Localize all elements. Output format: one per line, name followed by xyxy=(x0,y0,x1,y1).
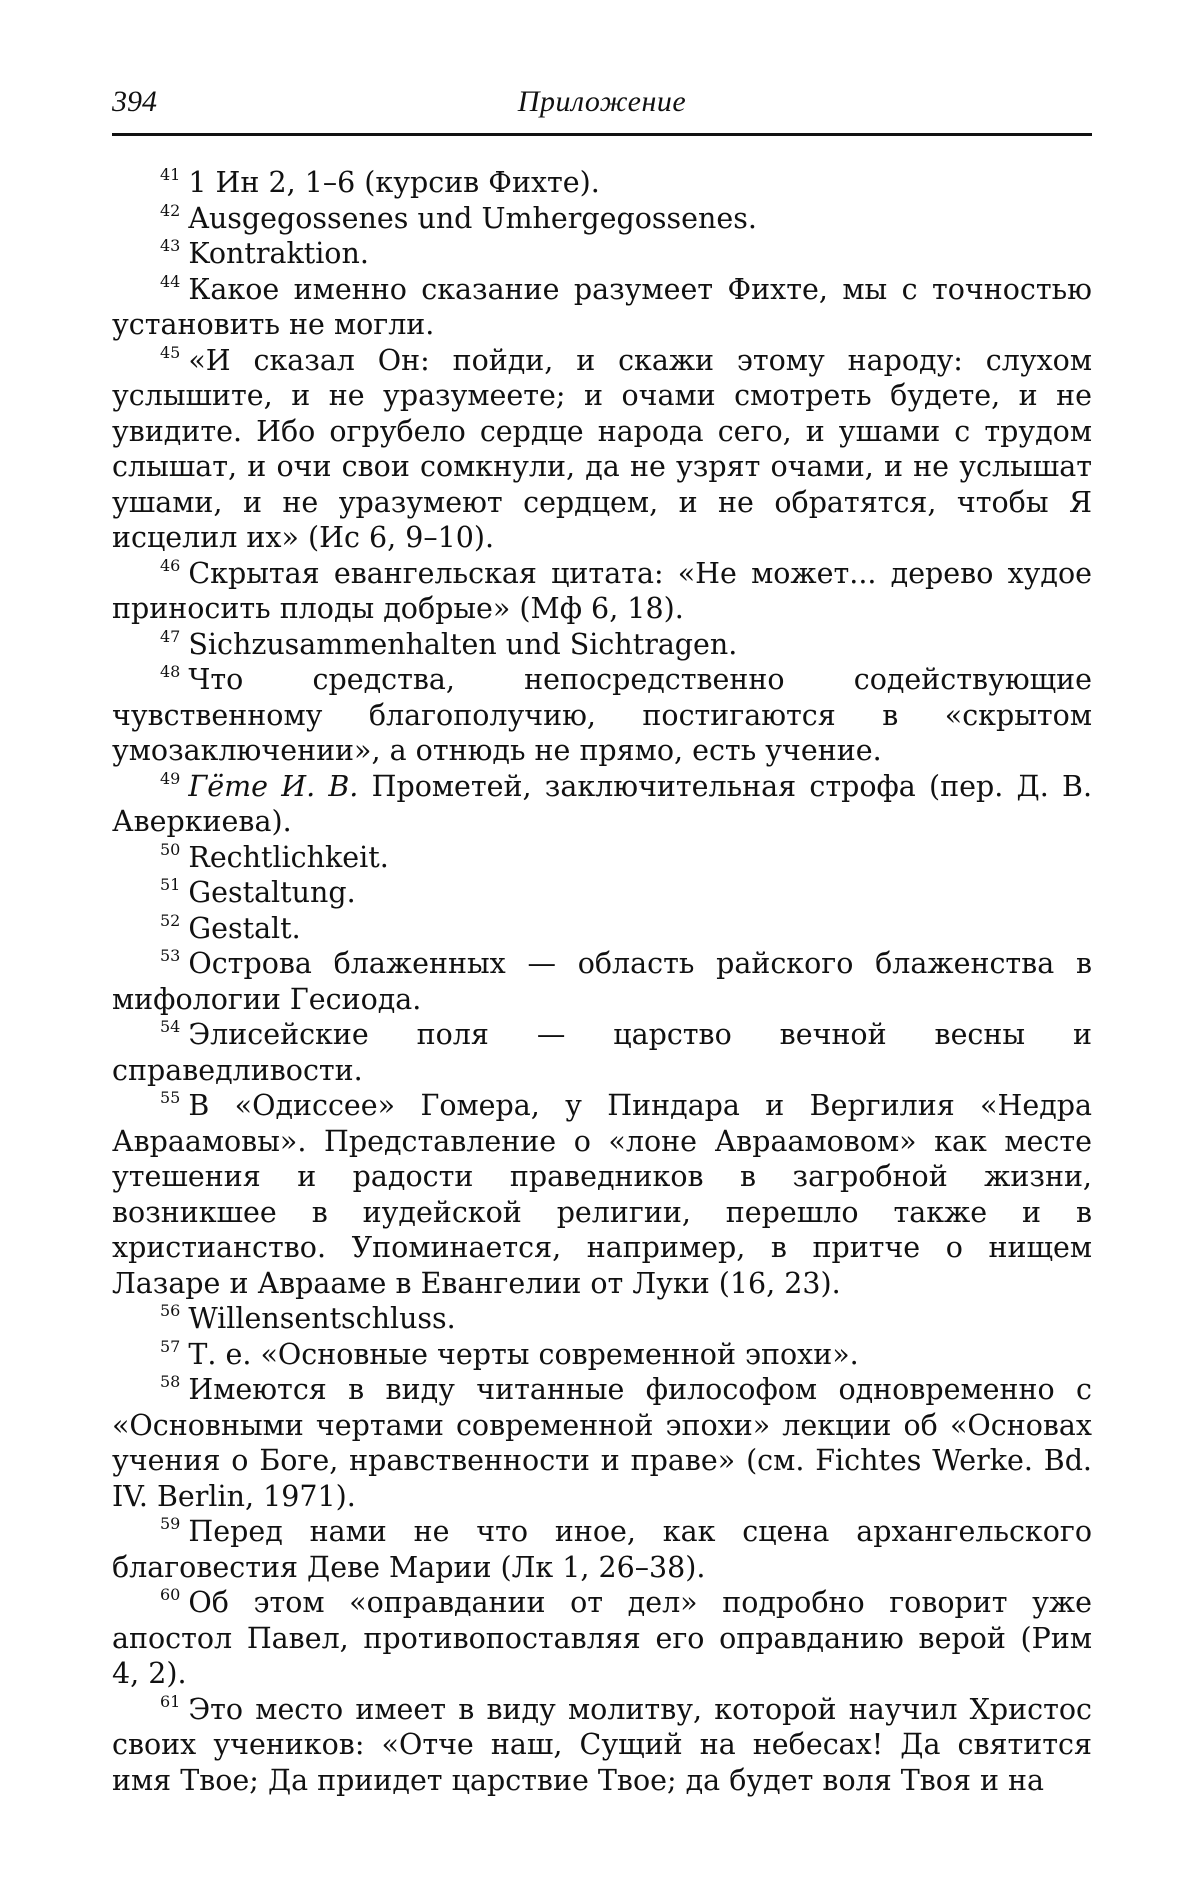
endnote-56 xyxy=(112,1301,1092,1337)
endnote-number: 46 xyxy=(160,555,181,575)
endnote-number: 55 xyxy=(160,1088,181,1107)
endnote-text: Имеются в виду читанные философом одновременно с «Основными чертами современной эпохи» лекции об «Основах учения о Боге, нравственности и праве» (см. Fichtes Werke. Bd. IV. Berlin, 1971). xyxy=(112,1373,1092,1513)
endnote-text: Какое именно сказание разумеет Фихте, мы с точностью установить не могли. xyxy=(112,272,1092,341)
endnote-58 xyxy=(112,1372,1092,1514)
endnote-number: 43 xyxy=(160,236,181,255)
endnote-53 xyxy=(112,946,1092,1017)
endnote-54 xyxy=(112,1017,1092,1088)
endnote-42 xyxy=(112,201,1092,237)
endnote-number: 54 xyxy=(160,1017,181,1036)
endnote-50 xyxy=(112,840,1092,876)
page-number: 394 xyxy=(112,85,157,118)
endnote-author: Гёте И. В. xyxy=(188,769,359,803)
endnote-number: 50 xyxy=(160,839,181,859)
endnote-text: Kontraktion. xyxy=(188,237,369,270)
endnote-57 xyxy=(112,1337,1092,1373)
endnote-55 xyxy=(112,1088,1092,1301)
endnote-46 xyxy=(112,556,1092,627)
endnote-45 xyxy=(112,343,1092,556)
endnote-number: 57 xyxy=(160,1336,181,1356)
endnote-59 xyxy=(112,1514,1092,1585)
endnote-number: 44 xyxy=(160,271,181,291)
endnote-47 xyxy=(112,627,1092,663)
endnote-41 xyxy=(112,165,1092,201)
header-rule xyxy=(112,133,1092,136)
endnote-number: 53 xyxy=(160,946,181,965)
endnote-text: «И сказал Он: пойди, и скажи этому народу: слухом услышите, и не уразумеете; и очами смотреть будете, и не увидите. Ибо огрубело сердце народа сего, и ушами с трудом слышат, и очи свои сомкнули, да не узрят очами, и не услышат ушами, и не уразумеют сердцем, и не обратятся, чтобы Я исцелил их» (Ис 6, 9–10). xyxy=(112,343,1092,554)
endnote-text: 1 Ин 2, 1–6 (курсив Фихте). xyxy=(188,166,600,199)
endnote-43 xyxy=(112,236,1092,272)
endnote-text: В «Одиссее» Гомера, у Пиндара и Вергилия «Недра Авраамовы». Представление о «лоне Авраамовом» как месте утешения и радости праведников в загробной жизни, возникшее в иудейской религии, перешло также и в христианство. Упоминается, например, в притче о нищем Лазаре и Аврааме в Евангелии от Луки (16, 23). xyxy=(112,1089,1092,1300)
page-header xyxy=(112,84,1092,128)
endnote-text: Перед нами не что иное, как сцена архангельского благовестия Деве Марии (Лк 1, 26–38). xyxy=(112,1515,1092,1584)
endnote-number: 48 xyxy=(160,662,181,681)
endnote-number: 51 xyxy=(160,875,181,894)
endnote-text: Willensentschluss. xyxy=(188,1302,456,1335)
endnote-text: Ausgegossenes und Umhergegossenes. xyxy=(188,201,757,235)
endnote-text: Т. е. «Основные черты современной эпохи». xyxy=(188,1337,859,1371)
endnote-48 xyxy=(112,662,1092,769)
endnote-44 xyxy=(112,272,1092,343)
endnote-number: 42 xyxy=(160,200,181,220)
endnote-number: 47 xyxy=(160,626,181,646)
endnote-text: Это место имеет в виду молитву, которой научил Христос своих учеников: «Отче наш, Сущий на небесах! Да святится имя Твое; Да приидет царствие Твое; да будет воля Твоя и на xyxy=(112,1692,1092,1797)
endnote-text: Gestaltung. xyxy=(188,876,356,909)
endnote-number: 52 xyxy=(160,910,181,930)
endnote-number: 61 xyxy=(160,1691,181,1711)
endnote-52 xyxy=(112,911,1092,947)
endnote-number: 56 xyxy=(160,1301,181,1320)
endnote-text: Скрытая евангельская цитата: «Не может... дерево худое приносить плоды добрые» (Мф 6, 18). xyxy=(112,556,1092,625)
endnote-60 xyxy=(112,1585,1092,1692)
endnote-text: Об этом «оправдании от дел» подробно говорит уже апостол Павел, противопоставляя его оправданию верой (Рим 4, 2). xyxy=(112,1586,1092,1690)
endnote-49 xyxy=(112,769,1092,840)
endnote-text: Прометей, заключительная строфа (пер. Д. В. Аверкиева). xyxy=(112,769,1092,838)
endnote-number: 58 xyxy=(160,1372,181,1391)
endnote-number: 41 xyxy=(160,165,181,184)
endnote-number: 49 xyxy=(160,768,181,788)
endnote-number: 45 xyxy=(160,342,181,362)
endnote-text: Sichzusammenhalten und Sichtragen. xyxy=(188,627,738,661)
endnote-text: Элисейские поля — царство вечной весны и справедливости. xyxy=(112,1018,1092,1087)
endnotes-list xyxy=(112,165,1092,1798)
endnote-51 xyxy=(112,875,1092,911)
running-title: Приложение xyxy=(517,85,687,118)
endnote-61 xyxy=(112,1692,1092,1799)
endnote-number: 60 xyxy=(160,1585,181,1604)
endnote-text: Острова блаженных — область райского блаженства в мифологии Гесиода. xyxy=(112,947,1092,1016)
endnote-number: 59 xyxy=(160,1514,181,1533)
endnote-text: Rechtlichkeit. xyxy=(188,840,389,874)
endnote-text: Что средства, непосредственно содействующие чувственному благополучию, постигаются в «скрытом умозаключении», а отнюдь не прямо, есть учение. xyxy=(112,663,1092,767)
endnote-text: Gestalt. xyxy=(188,911,301,945)
